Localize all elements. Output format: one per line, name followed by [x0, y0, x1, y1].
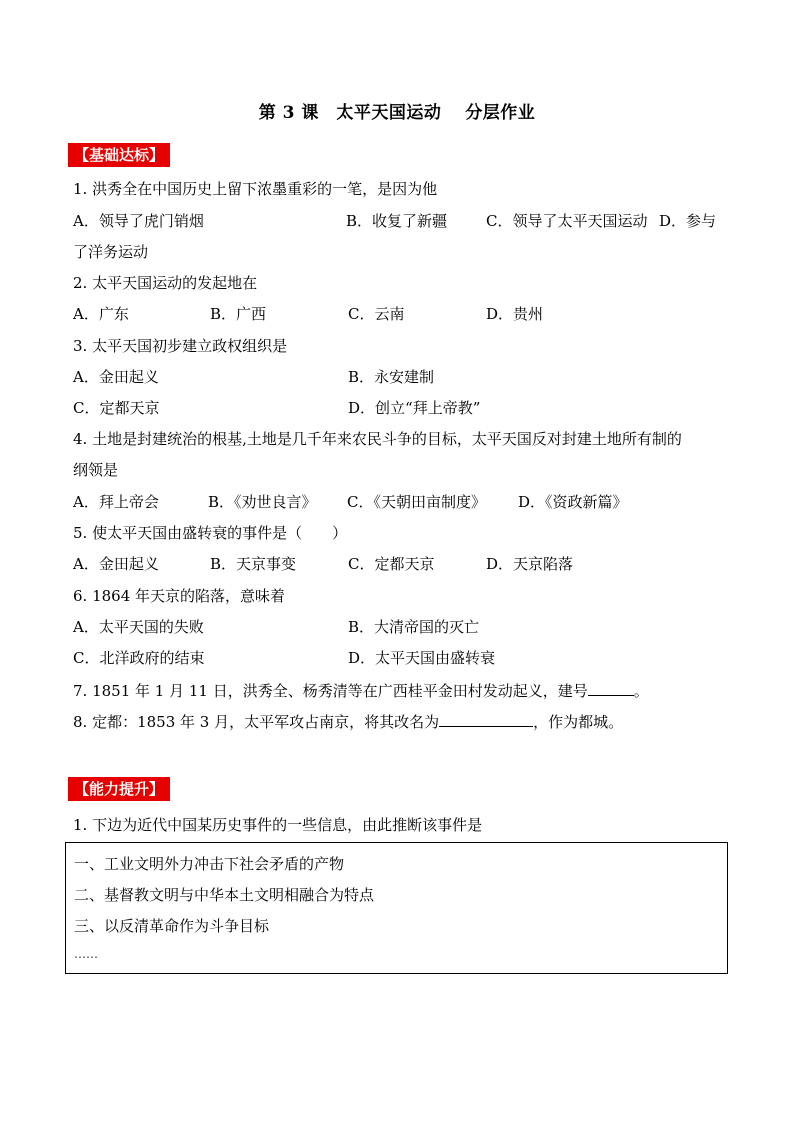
- question-3-option-d: D．创立“拜上帝教”: [348, 399, 481, 417]
- question-4-option-d: D．《资政新篇》: [518, 493, 628, 511]
- question-6-option-b: B．大清帝国的灭亡: [348, 618, 480, 636]
- question-3-stem: 3. 太平天国初步建立政权组织是: [73, 337, 288, 355]
- page-title: 第 3 课 太平天国运动 分层作业: [258, 103, 536, 123]
- question-7-end: 。: [633, 682, 649, 700]
- advanced-question-1-stem: 1. 下边为近代中国某历史事件的一些信息，由此推断该事件是: [73, 816, 483, 834]
- info-box: [65, 842, 728, 974]
- question-1-option-d-cont: 了洋务运动: [73, 243, 149, 261]
- question-3-option-c: C．定都天京: [73, 399, 160, 417]
- question-3-option-b: B．永安建制: [348, 368, 435, 386]
- question-8-answer-blank[interactable]: [439, 711, 533, 727]
- question-1-option-d: D．参与: [659, 212, 717, 230]
- info-line-3: 三、以反清革命作为斗争目标: [74, 917, 270, 935]
- question-2-option-c: C．云南: [348, 305, 405, 323]
- question-6-option-d: D．太平天国由盛转衰: [348, 649, 496, 667]
- question-3-option-a: A．金田起义: [73, 368, 159, 386]
- question-8-text: 8. 定都：1853 年 3 月，太平军攻占南京，将其改名为: [73, 713, 440, 731]
- question-1-stem: 1. 洪秀全在中国历史上留下浓墨重彩的一笔，是因为他: [73, 180, 438, 198]
- question-4-stem: 4. 土地是封建统治的根基,土地是几千年来农民斗争的目标，太平天国反对封建土地所有制的: [73, 430, 682, 448]
- question-1-option-c: C．领导了太平天国运动: [486, 212, 648, 230]
- question-1-option-b: B．收复了新疆: [346, 212, 448, 230]
- question-2-option-b: B．广西: [210, 305, 267, 323]
- question-5-stem: 5. 使太平天国由盛转衰的事件是（ ）: [73, 524, 348, 542]
- question-8: [73, 711, 623, 732]
- question-6-option-c: C．北洋政府的结束: [73, 649, 205, 667]
- question-4-stem-cont: 纲领是: [73, 461, 119, 479]
- question-4-option-c: C．《天朝田亩制度》: [347, 493, 486, 511]
- info-ellipsis: ……: [74, 947, 98, 961]
- question-7: [73, 680, 649, 701]
- section-badge-basic: 【基础达标】: [68, 143, 170, 167]
- question-2-stem: 2. 太平天国运动的发起地在: [73, 274, 258, 292]
- info-line-1: 一、工业文明外力冲击下社会矛盾的产物: [74, 855, 345, 873]
- question-2-option-a: A．广东: [73, 305, 129, 323]
- question-5-option-b: B．天京事变: [210, 555, 297, 573]
- question-4-option-a: A．拜上帝会: [73, 493, 159, 511]
- section-badge-advanced: 【能力提升】: [68, 777, 170, 801]
- question-2-option-d: D．贵州: [486, 305, 544, 323]
- question-7-text: 7. 1851 年 1 月 11 日，洪秀全、杨秀清等在广西桂平金田村发动起义，建号: [73, 682, 588, 700]
- question-7-answer-blank[interactable]: [588, 680, 634, 696]
- question-5-option-d: D．天京陷落: [486, 555, 574, 573]
- question-5-option-c: C．定都天京: [348, 555, 435, 573]
- question-6-stem: 6. 1864 年天京的陷落，意味着: [73, 587, 286, 605]
- question-6-option-a: A．太平天国的失败: [73, 618, 204, 636]
- question-5-option-a: A．金田起义: [73, 555, 159, 573]
- info-line-2: 二、基督教文明与中华本土文明相融合为特点: [74, 886, 375, 904]
- question-8-end: ，作为都城。: [533, 713, 624, 731]
- question-1-option-a: A．领导了虎门销烟: [73, 212, 204, 230]
- question-4-option-b: B．《劝世良言》: [208, 493, 317, 511]
